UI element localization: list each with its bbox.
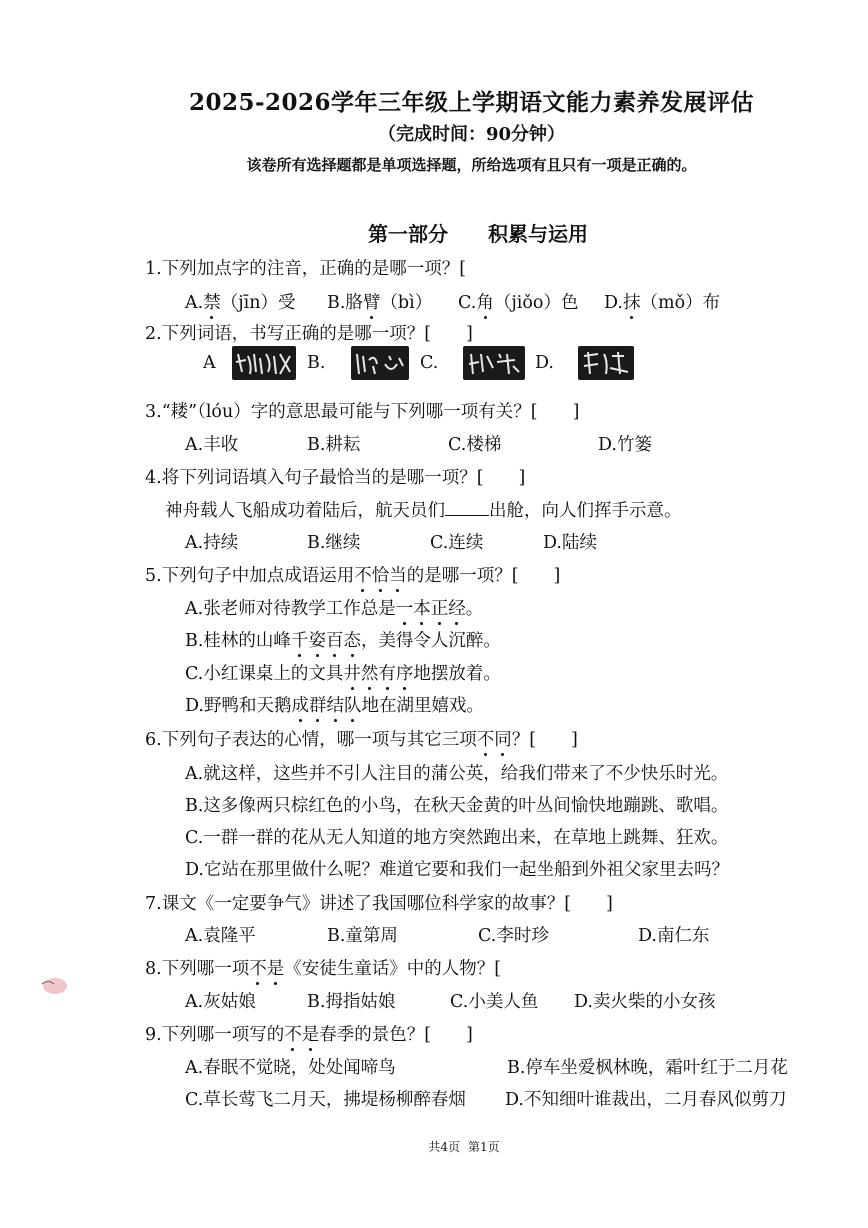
section-name: 积累与运用: [488, 222, 588, 246]
section-part: 第一部分: [368, 222, 448, 246]
exam-duration: （完成时间：90分钟）: [377, 124, 566, 145]
question-6-stem: 6.下列句子表达的心情，哪一项与其它三项不同？[ ]: [145, 730, 578, 750]
exam-notice: 该卷所有选择题都是单项选择题，所给选项有且只有一项是正确的。: [246, 156, 697, 174]
page-footer: [0, 1138, 868, 1155]
question-4-option-d: D.陆续: [543, 533, 597, 553]
question-2-option-b-label: B.: [307, 353, 326, 373]
question-6-option-d: D.它站在那里做什么呢？难道它要和我们一起坐船到外祖父家里去吗？: [185, 860, 729, 880]
question-9-option-b: B.停车坐爱枫林晚，霜叶红于二月花: [507, 1058, 788, 1078]
question-5-option-a: A.张老师对待教学工作总是一本正经。: [185, 599, 484, 619]
stain-mark-icon: [38, 975, 70, 997]
page-number: 第1页: [468, 1140, 500, 1154]
question-8-option-d: D.卖火柴的小女孩: [574, 992, 716, 1012]
question-7-option-c: C.李时珍: [478, 926, 549, 946]
question-1-option-b: B.胳臂（bì）: [327, 293, 433, 313]
question-3-option-a: A.丰收: [185, 435, 239, 455]
question-9-stem: 9.下列哪一项写的不是春季的景色？[ ]: [145, 1025, 473, 1045]
question-1-option-d: D.抹（mǒ）布: [604, 293, 721, 313]
question-7-stem: 7.课文《一定要争气》讲述了我国哪位科学家的故事？[ ]: [145, 894, 613, 914]
handwriting-image-b: [351, 346, 409, 380]
question-8-option-c: C.小美人鱼: [450, 992, 539, 1012]
question-3-option-b: B.耕耘: [307, 435, 361, 455]
total-pages: 共4页: [428, 1140, 460, 1154]
question-5-stem: 5.下列句子中加点成语运用不恰当的是哪一项？[ ]: [145, 566, 561, 586]
question-4-option-a: A.持续: [185, 533, 239, 553]
question-9-option-c: C.草长莺飞二月天，拂堤杨柳醉春烟: [185, 1090, 466, 1110]
question-6-option-c: C.一群一群的花从无人知道的地方突然跑出来，在草地上跳舞、狂欢。: [185, 828, 729, 848]
question-6-option-a: A.就这样，这些并不引人注目的蒲公英，给我们带来了不少快乐时光。: [185, 764, 729, 784]
question-9-option-a: A.春眠不觉晓，处处闻啼鸟: [185, 1058, 396, 1078]
question-7-option-b: B.童第周: [327, 926, 398, 946]
question-2-option-d-label: D.: [535, 353, 554, 373]
question-3-stem: 3.“耧”（lóu）字的意思最可能与下列哪一项有关？[ ]: [145, 402, 580, 422]
question-9-option-d: D.不知细叶谁裁出，二月春风似剪刀: [505, 1090, 787, 1110]
question-2-stem: 2.下列词语，书写正确的是哪一项？[ ]: [145, 324, 473, 344]
answer-blank: [445, 499, 489, 516]
question-3-option-c: C.楼梯: [448, 435, 502, 455]
question-4-option-b: B.继续: [307, 533, 361, 553]
handwriting-image-a: [232, 346, 296, 380]
question-8-option-a: A.灰姑娘: [185, 992, 256, 1012]
question-4-option-c: C.连续: [430, 533, 484, 553]
handwriting-image-d: [578, 346, 634, 380]
question-4-sentence: 神舟载人飞船成功着陆后，航天员们 出舱，向人们挥手示意。: [165, 501, 682, 521]
exam-title: 2025-2026学年三年级上学期语文能力素养发展评估: [188, 89, 755, 116]
question-1-option-c: C.角（jiǒo）色: [458, 293, 579, 313]
question-5-option-c: C.小红课桌上的文具井然有序地摆放着。: [185, 664, 501, 684]
handwriting-image-c: [463, 346, 525, 380]
question-8-option-b: B.拇指姑娘: [307, 992, 396, 1012]
question-1-option-a: A.禁（jīn）受: [185, 293, 296, 313]
question-2-option-c-label: C.: [420, 353, 439, 373]
question-5-option-b: B.桂林的山峰千姿百态，美得令人沉醉。: [185, 631, 501, 651]
question-7-option-d: D.南仁东: [638, 926, 710, 946]
question-6-option-b: B.这多像两只棕红色的小鸟，在秋天金黄的叶丛间愉快地蹦跳、歌唱。: [185, 796, 729, 816]
question-5-option-d: D.野鸭和天鹅成群结队地在湖里嬉戏。: [185, 696, 484, 716]
question-1-stem: 1.下列加点字的注音，正确的是哪一项？[: [145, 259, 467, 279]
question-7-option-a: A.袁隆平: [185, 926, 256, 946]
question-4-stem: 4.将下列词语填入句子最恰当的是哪一项？[ ]: [145, 468, 526, 488]
question-8-stem: 8.下列哪一项不是《安徒生童话》中的人物？[: [145, 959, 502, 979]
question-2-option-a-label: A: [203, 353, 216, 373]
question-3-option-d: D.竹篓: [598, 435, 652, 455]
section-heading: [368, 218, 588, 247]
